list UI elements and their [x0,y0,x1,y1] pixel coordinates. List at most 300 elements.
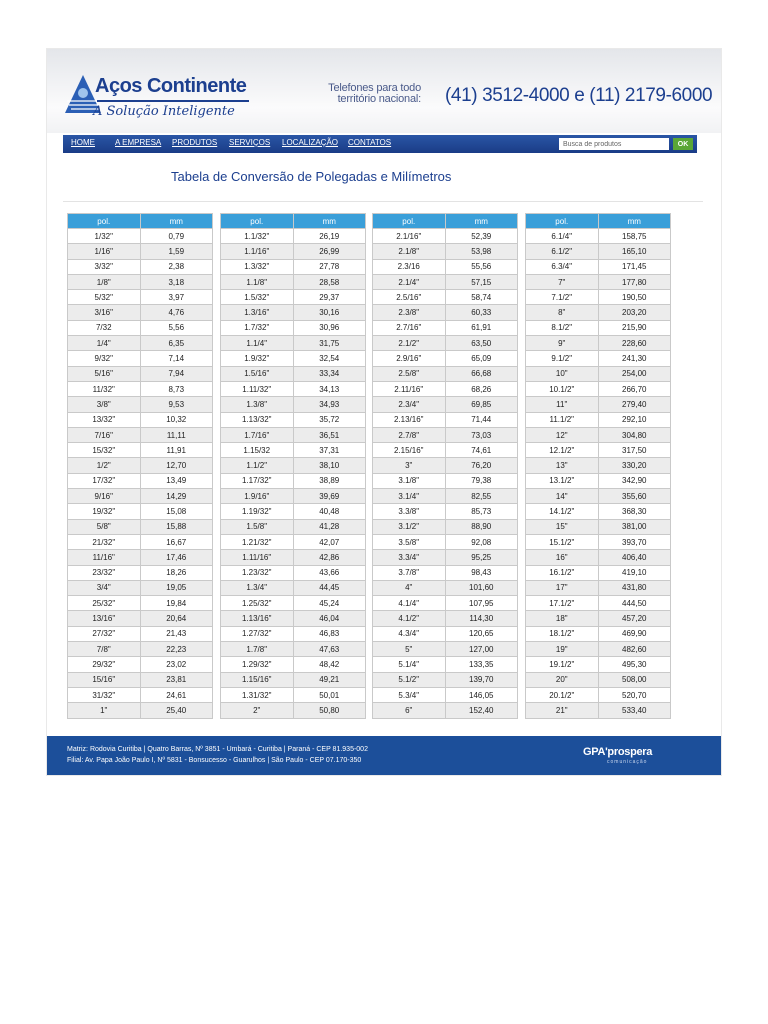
table-row [68,367,212,381]
pol-cell: 20" [526,673,598,687]
pol-cell: 11/32" [68,382,140,396]
table-row [68,657,212,671]
mm-cell: 368,30 [599,504,671,518]
mm-cell: 74,61 [446,443,518,457]
table-row [373,535,517,549]
pol-cell: 2.9/16" [373,351,445,365]
brand-name: Aços Continente [95,75,247,97]
table-row [373,382,517,396]
table-row [526,413,670,427]
table-row [221,504,365,518]
mm-cell: 85,73 [446,504,518,518]
mm-cell: 42,07 [294,535,366,549]
table-row [373,443,517,457]
table-row [221,244,365,258]
pol-cell: 14" [526,489,598,503]
mm-cell: 63,50 [446,336,518,350]
table-row [221,367,365,381]
mm-cell: 2,38 [141,260,213,274]
footer-address-main: Matriz: Rodovia Curitiba | Quatro Barras, Nº 3851 - Umbará - Curitiba | Paraná - CEP 81.935-002 [67,746,368,753]
pol-cell: 5.1/4" [373,657,445,671]
pol-cell: 23/32" [68,566,140,580]
pol-cell: 4.1/4" [373,596,445,610]
mm-cell: 88,90 [446,520,518,534]
pol-cell: 1.13/32" [221,413,293,427]
pol-cell: 2.1/8" [373,244,445,258]
mm-cell: 48,42 [294,657,366,671]
mm-cell: 46,83 [294,627,366,641]
mm-cell: 508,00 [599,673,671,687]
mm-cell: 42,86 [294,550,366,564]
table-row [526,290,670,304]
mm-cell: 19,05 [141,581,213,595]
table-row [68,581,212,595]
mm-cell: 15,88 [141,520,213,534]
pol-cell: 5" [373,642,445,656]
pol-cell: 15/32" [68,443,140,457]
mm-cell: 20,64 [141,611,213,625]
table-row [68,275,212,289]
pol-cell: 5.1/2" [373,673,445,687]
mm-cell: 18,26 [141,566,213,580]
pol-cell: 2.1/16" [373,229,445,243]
mm-cell: 11,91 [141,443,213,457]
table-row [221,611,365,625]
pol-cell: 3.1/2" [373,520,445,534]
pol-cell: 2.5/16" [373,290,445,304]
pol-cell: 1.1/8" [221,275,293,289]
table-row [526,489,670,503]
pol-cell: 21/32" [68,535,140,549]
table-row [373,581,517,595]
nav-item-empresa[interactable]: A EMPRESA [115,138,162,147]
mm-cell: 292,10 [599,413,671,427]
pol-cell: 2.13/16" [373,413,445,427]
mm-cell: 317,50 [599,443,671,457]
table-row [221,290,365,304]
table-row [526,458,670,472]
header-mm: mm [141,214,213,228]
pol-cell: 13.1/2" [526,474,598,488]
pol-cell: 6" [373,703,445,717]
mm-cell: 46,04 [294,611,366,625]
mm-cell: 120,65 [446,627,518,641]
table-row [526,550,670,564]
pol-cell: 1.17/32" [221,474,293,488]
pol-cell: 1.27/32" [221,627,293,641]
pol-cell: 9" [526,336,598,350]
pol-cell: 25/32" [68,596,140,610]
pol-cell: 17" [526,581,598,595]
pol-cell: 17/32" [68,474,140,488]
table-row [68,382,212,396]
conversion-table-4 [525,213,671,719]
mm-cell: 32,54 [294,351,366,365]
mm-cell: 34,93 [294,397,366,411]
mm-cell: 69,85 [446,397,518,411]
table-row [221,673,365,687]
table-row [68,397,212,411]
mm-cell: 27,78 [294,260,366,274]
mm-cell: 215,90 [599,321,671,335]
mm-cell: 33,34 [294,367,366,381]
table-row [373,627,517,641]
table-row [68,520,212,534]
mm-cell: 79,38 [446,474,518,488]
pol-cell: 2.7/8" [373,428,445,442]
pol-cell: 16.1/2" [526,566,598,580]
table-row [373,351,517,365]
search-button[interactable]: OK [673,138,693,150]
header-pol: pol. [68,214,140,228]
pol-cell: 8.1/2" [526,321,598,335]
table-row [68,229,212,243]
pol-cell: 7/16" [68,428,140,442]
mm-cell: 0,79 [141,229,213,243]
search-input[interactable] [559,138,669,150]
table-row [221,688,365,702]
table-row [373,428,517,442]
pol-cell: 1.9/32" [221,351,293,365]
pol-cell: 1.7/8" [221,642,293,656]
table-row [68,336,212,350]
pol-cell: 18" [526,611,598,625]
mm-cell: 482,60 [599,642,671,656]
table-row [68,290,212,304]
pol-cell: 3" [373,458,445,472]
table-row [68,535,212,549]
mm-cell: 26,19 [294,229,366,243]
pol-cell: 4" [373,581,445,595]
mm-cell: 444,50 [599,596,671,610]
table-row [526,520,670,534]
mm-cell: 203,20 [599,305,671,319]
conversion-table-3 [372,213,518,719]
pol-cell: 3.1/4" [373,489,445,503]
mm-cell: 266,70 [599,382,671,396]
mm-cell: 37,31 [294,443,366,457]
table-row [373,688,517,702]
brand-logo[interactable] [63,67,253,127]
mm-cell: 50,80 [294,703,366,717]
table-row [526,397,670,411]
table-row [221,229,365,243]
nav-item-servicos[interactable]: SERVIÇOS [229,138,271,147]
table-row [221,397,365,411]
table-row [526,504,670,518]
mm-cell: 10,32 [141,413,213,427]
table-row [373,458,517,472]
mm-cell: 47,63 [294,642,366,656]
table-row [373,229,517,243]
pol-cell: 27/32" [68,627,140,641]
mm-cell: 38,89 [294,474,366,488]
mm-cell: 16,67 [141,535,213,549]
mm-cell: 22,23 [141,642,213,656]
pol-cell: 12.1/2" [526,443,598,457]
table-row [68,413,212,427]
site-header [47,49,722,133]
table-row [373,703,517,717]
table-row [373,305,517,319]
pol-cell: 13" [526,458,598,472]
table-row [526,596,670,610]
table-row [526,305,670,319]
table-row [373,657,517,671]
pol-cell: 3/32" [68,260,140,274]
table-row [221,489,365,503]
mm-cell: 228,60 [599,336,671,350]
table-row [373,321,517,335]
mm-cell: 50,01 [294,688,366,702]
pol-cell: 9.1/2" [526,351,598,365]
nav-item-home[interactable]: HOME [71,138,95,147]
mm-cell: 92,08 [446,535,518,549]
table-row [68,611,212,625]
table-row [373,504,517,518]
pol-cell: 5.3/4" [373,688,445,702]
brand-divider [97,100,249,102]
table-row [68,627,212,641]
pol-cell: 1.15/16" [221,673,293,687]
table-row [68,260,212,274]
footer-address-branch: Filial: Av. Papa João Paulo I, Nº 5831 - Bonsucesso - Guarulhos | São Paulo - CEP 07.170-350 [67,757,362,764]
page-container [46,48,722,776]
pol-cell: 1.3/4" [221,581,293,595]
mm-cell: 6,35 [141,336,213,350]
mm-cell: 28,58 [294,275,366,289]
mm-cell: 9,53 [141,397,213,411]
table-row [526,474,670,488]
pol-cell: 1.13/16" [221,611,293,625]
phone-numbers: (41) 3512-4000 e (11) 2179-6000 [445,85,713,106]
mm-cell: 533,40 [599,703,671,717]
pol-cell: 1.11/32" [221,382,293,396]
table-row [373,275,517,289]
pol-cell: 1" [68,703,140,717]
table-row [526,351,670,365]
table-row [221,305,365,319]
table-row [221,321,365,335]
mm-cell: 171,45 [599,260,671,274]
pol-cell: 5/8" [68,520,140,534]
mm-cell: 82,55 [446,489,518,503]
table-row [526,336,670,350]
pol-cell: 2.3/4" [373,397,445,411]
mm-cell: 40,48 [294,504,366,518]
mm-cell: 68,26 [446,382,518,396]
table-row [221,535,365,549]
pol-cell: 2.1/4" [373,275,445,289]
mm-cell: 342,90 [599,474,671,488]
table-row [68,673,212,687]
pol-cell: 7/32 [68,321,140,335]
mm-cell: 36,51 [294,428,366,442]
pol-cell: 1.7/16" [221,428,293,442]
pol-cell: 3.7/8" [373,566,445,580]
pol-cell: 1.1/16" [221,244,293,258]
mm-cell: 304,80 [599,428,671,442]
main-navigation [63,135,697,153]
pol-cell: 2.7/16" [373,321,445,335]
table-row [373,474,517,488]
mm-cell: 43,66 [294,566,366,580]
table-row [526,428,670,442]
pol-cell: 18.1/2" [526,627,598,641]
pol-cell: 1.9/16" [221,489,293,503]
pol-cell: 11/16" [68,550,140,564]
table-row [68,688,212,702]
pol-cell: 19/32" [68,504,140,518]
pol-cell: 1.31/32" [221,688,293,702]
pol-cell: 17.1/2" [526,596,598,610]
pol-cell: 1/8" [68,275,140,289]
conversion-table-1 [67,213,213,719]
table-row [221,351,365,365]
table-row [68,474,212,488]
table-row [68,244,212,258]
mm-cell: 279,40 [599,397,671,411]
table-row [526,321,670,335]
pol-cell: 1.3/8" [221,397,293,411]
mm-cell: 53,98 [446,244,518,258]
table-row [221,703,365,717]
conversion-table-2 [220,213,366,719]
pol-cell: 2.11/16" [373,382,445,396]
mm-cell: 1,59 [141,244,213,258]
mm-cell: 25,40 [141,703,213,717]
pol-cell: 1.29/32" [221,657,293,671]
table-row [68,321,212,335]
table-row [221,413,365,427]
mm-cell: 49,21 [294,673,366,687]
pol-cell: 13/32" [68,413,140,427]
nav-item-contatos[interactable]: CONTATOS [348,138,392,147]
mm-cell: 76,20 [446,458,518,472]
pol-cell: 12" [526,428,598,442]
mm-cell: 95,25 [446,550,518,564]
table-row [373,290,517,304]
mm-cell: 30,96 [294,321,366,335]
pol-cell: 19" [526,642,598,656]
nav-item-localizacao[interactable]: LOCALIZAÇÃO [282,138,339,147]
mm-cell: 23,02 [141,657,213,671]
table-row [373,489,517,503]
table-row [68,642,212,656]
table-row [221,428,365,442]
pol-cell: 16" [526,550,598,564]
pol-cell: 21" [526,703,598,717]
table-row [221,642,365,656]
table-row [526,703,670,717]
pol-cell: 1/32" [68,229,140,243]
table-row [373,550,517,564]
pol-cell: 3.3/8" [373,504,445,518]
mm-cell: 44,45 [294,581,366,595]
mm-cell: 31,75 [294,336,366,350]
mm-cell: 101,60 [446,581,518,595]
mm-cell: 24,61 [141,688,213,702]
pol-cell: 2.3/16 [373,260,445,274]
table-row [68,443,212,457]
pol-cell: 1.21/32" [221,535,293,549]
pol-cell: 15" [526,520,598,534]
brand-tagline: A Solução Inteligente [93,104,235,119]
table-row [526,367,670,381]
mm-cell: 23,81 [141,673,213,687]
table-row [526,581,670,595]
mm-cell: 66,68 [446,367,518,381]
mm-cell: 355,60 [599,489,671,503]
mm-cell: 254,00 [599,367,671,381]
mm-cell: 381,00 [599,520,671,534]
pol-cell: 15/16" [68,673,140,687]
mm-cell: 107,95 [446,596,518,610]
mm-cell: 14,29 [141,489,213,503]
mm-cell: 133,35 [446,657,518,671]
mm-cell: 65,09 [446,351,518,365]
table-row [221,657,365,671]
table-row [373,244,517,258]
pol-cell: 29/32" [68,657,140,671]
mm-cell: 8,73 [141,382,213,396]
table-row [221,581,365,595]
pol-cell: 1.23/32" [221,566,293,580]
table-row [373,566,517,580]
mm-cell: 165,10 [599,244,671,258]
mm-cell: 520,70 [599,688,671,702]
table-row [68,566,212,580]
table-row [526,443,670,457]
table-row [221,474,365,488]
pol-cell: 1.19/32" [221,504,293,518]
mm-cell: 7,94 [141,367,213,381]
table-row [68,596,212,610]
agency-logo[interactable]: GPA'prospera [583,746,653,758]
pol-cell: 10.1/2" [526,382,598,396]
pol-cell: 1.1/2" [221,458,293,472]
table-row [221,443,365,457]
pol-cell: 14.1/2" [526,504,598,518]
pol-cell: 7" [526,275,598,289]
pol-cell: 1.5/32" [221,290,293,304]
header-mm: mm [446,214,518,228]
mm-cell: 139,70 [446,673,518,687]
table-row [526,566,670,580]
table-row [526,673,670,687]
mm-cell: 73,03 [446,428,518,442]
pol-cell: 20.1/2" [526,688,598,702]
pol-cell: 3.1/8" [373,474,445,488]
pol-cell: 3/4" [68,581,140,595]
mm-cell: 34,13 [294,382,366,396]
table-row [526,275,670,289]
mm-cell: 393,70 [599,535,671,549]
mm-cell: 58,74 [446,290,518,304]
pol-cell: 2.15/16" [373,443,445,457]
table-row [373,673,517,687]
table-row [526,535,670,549]
nav-item-produtos[interactable]: PRODUTOS [172,138,218,147]
mm-cell: 114,30 [446,611,518,625]
pol-cell: 9/32" [68,351,140,365]
mm-cell: 61,91 [446,321,518,335]
table-row [221,566,365,580]
pol-cell: 1.7/32" [221,321,293,335]
pol-cell: 1/4" [68,336,140,350]
table-row [68,504,212,518]
mm-cell: 52,39 [446,229,518,243]
